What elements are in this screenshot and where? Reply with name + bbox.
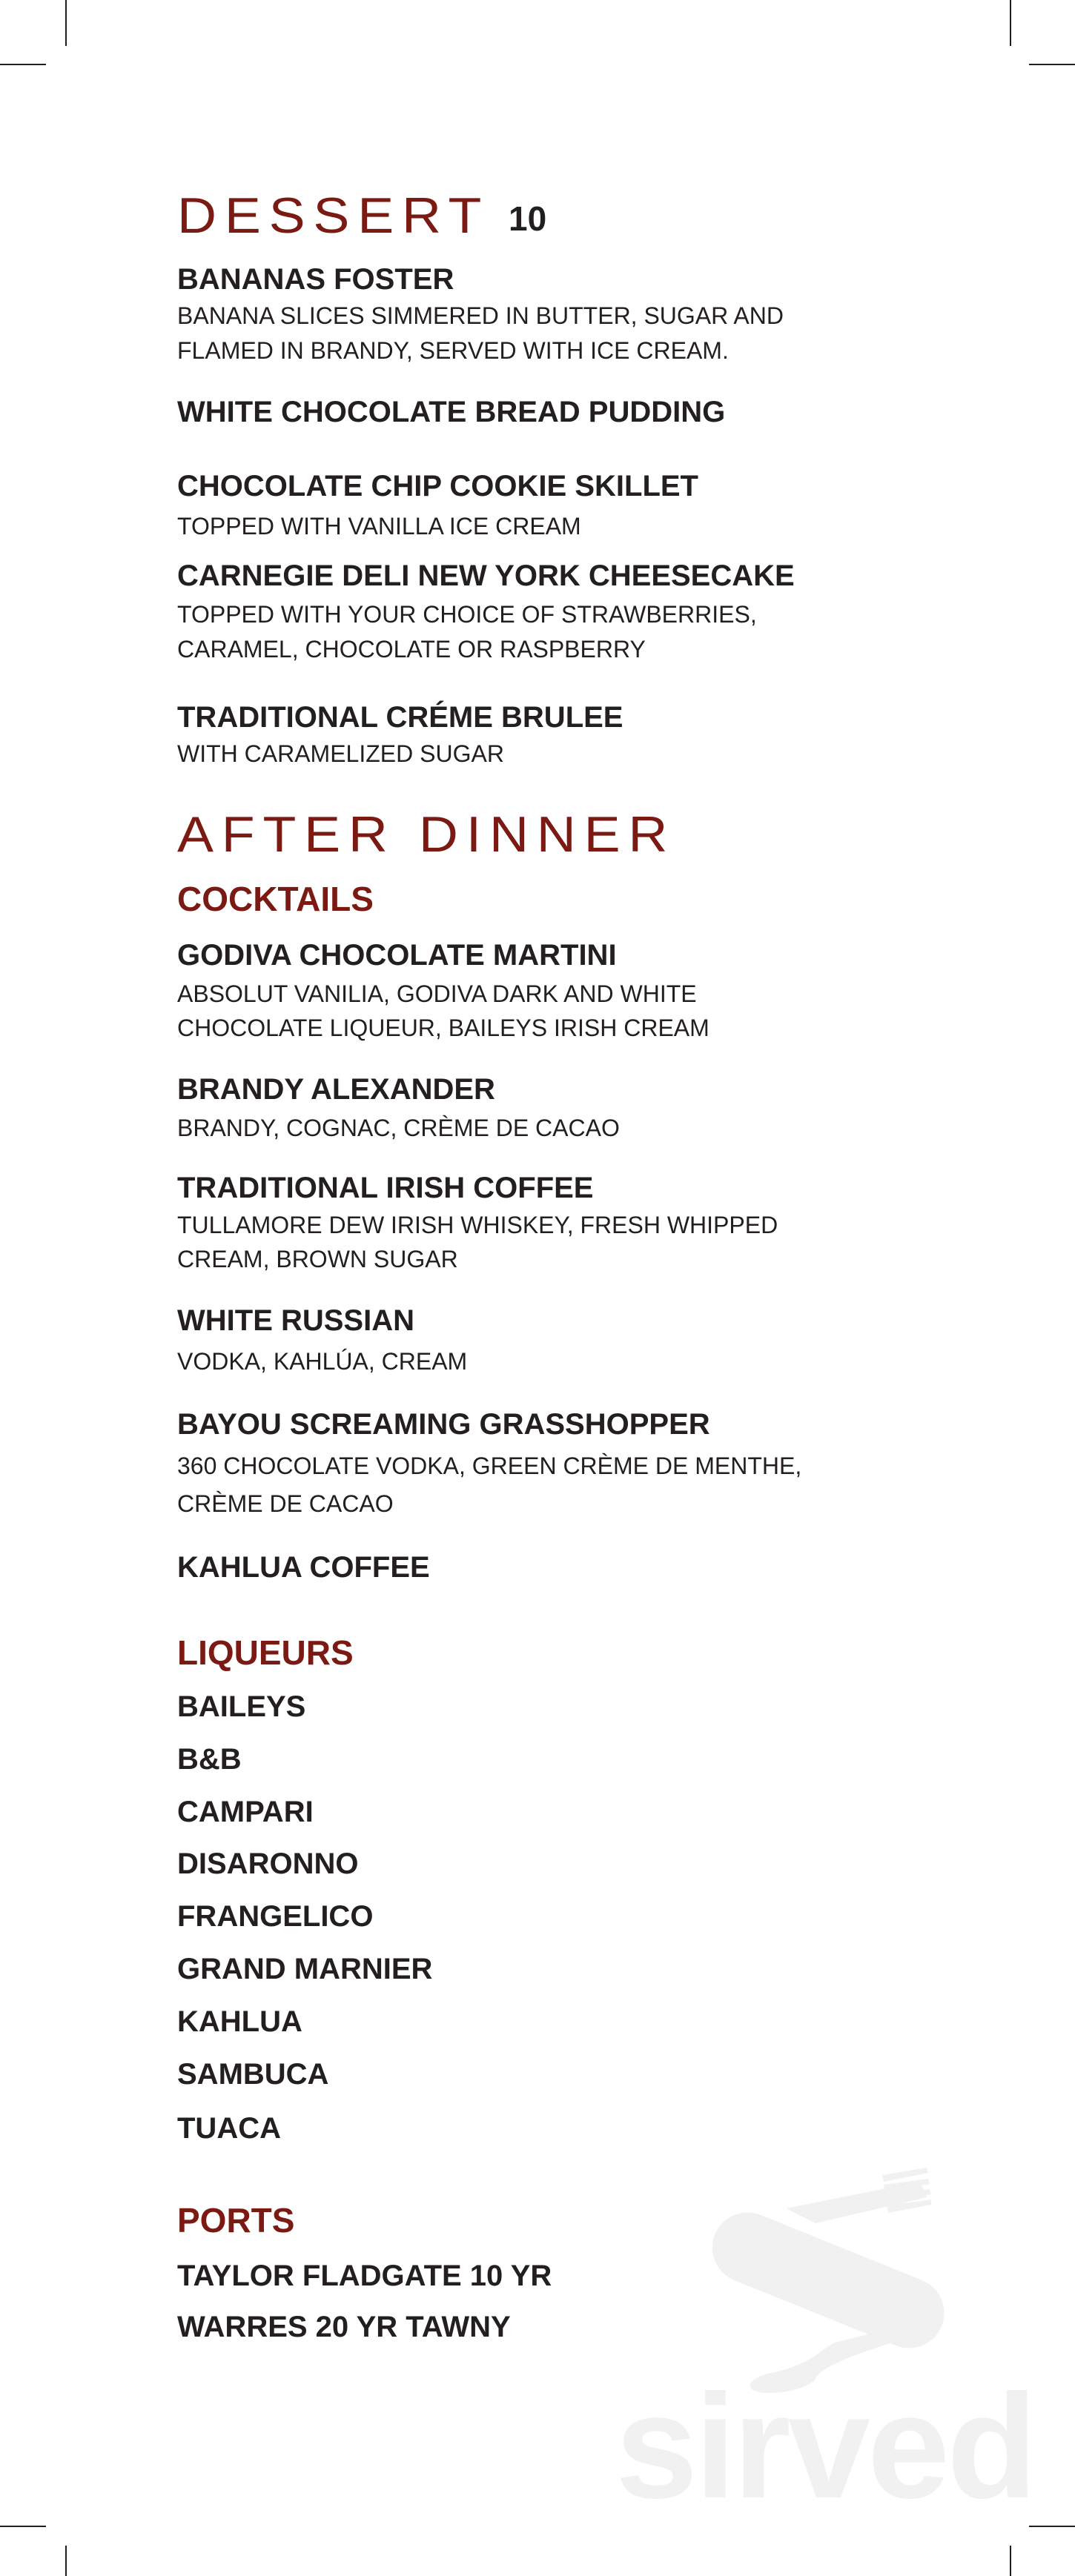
menu-item-desc: BANANA SLICES SIMMERED IN BUTTER, SUGAR AND <box>177 302 784 329</box>
menu-item-name: TRADITIONAL CRÉME BRULEE <box>177 701 624 734</box>
after-dinner-title: AFTER DINNER <box>177 806 676 863</box>
crop-mark <box>1029 64 1075 65</box>
liqueur-item: GRAND MARNIER <box>177 1953 433 1985</box>
crop-mark <box>0 64 46 65</box>
menu-item-desc: VODKA, KAHLÚA, CREAM <box>177 1348 468 1375</box>
liqueur-item: FRANGELICO <box>177 1900 374 1933</box>
menu-item-name: GODIVA CHOCOLATE MARTINI <box>177 939 617 972</box>
menu-item-desc: WITH CARAMELIZED SUGAR <box>177 740 504 767</box>
menu-item-desc: CRÈME DE CACAO <box>177 1490 394 1517</box>
crop-mark <box>1029 2526 1075 2527</box>
crop-mark <box>1010 2546 1011 2576</box>
menu-item-name: BANANAS FOSTER <box>177 263 454 296</box>
crop-mark <box>65 2546 67 2576</box>
liqueur-item: CAMPARI <box>177 1796 314 1828</box>
menu-item-desc: BRANDY, COGNAC, CRÈME DE CACAO <box>177 1115 620 1141</box>
menu-item-name: TRADITIONAL IRISH COFFEE <box>177 1172 594 1204</box>
port-item: TAYLOR FLADGATE 10 YR <box>177 2260 552 2292</box>
menu-item-name: BAYOU SCREAMING GRASSHOPPER <box>177 1408 710 1441</box>
dessert-title: DESSERT <box>177 187 490 244</box>
dessert-price: 10 <box>509 199 547 238</box>
menu-item-desc: 360 CHOCOLATE VODKA, GREEN CRÈME DE MENTHE, <box>177 1453 802 1479</box>
sirved-watermark <box>608 2134 1053 2520</box>
liqueurs-heading: LIQUEURS <box>177 1633 354 1672</box>
liqueur-item: B&B <box>177 1743 242 1776</box>
liqueur-item: DISARONNO <box>177 1848 359 1880</box>
liqueur-item: KAHLUA <box>177 2005 302 2038</box>
crop-mark <box>65 0 67 46</box>
menu-item-desc: CREAM, BROWN SUGAR <box>177 1246 458 1272</box>
liqueur-item: TUACA <box>177 2112 281 2145</box>
ports-heading: PORTS <box>177 2201 295 2240</box>
fork-knife-spoon-icon <box>701 2168 955 2393</box>
watermark-text: sirved <box>615 2364 1035 2520</box>
menu-item-name: CHOCOLATE CHIP COOKIE SKILLET <box>177 470 698 502</box>
menu-item-desc: TOPPED WITH VANILLA ICE CREAM <box>177 513 581 540</box>
menu-item-desc: TULLAMORE DEW IRISH WHISKEY, FRESH WHIPPED <box>177 1212 778 1238</box>
menu-item-desc: TOPPED WITH YOUR CHOICE OF STRAWBERRIES, <box>177 601 757 628</box>
crop-mark <box>1010 0 1011 46</box>
menu-item-desc: CARAMEL, CHOCOLATE OR RASPBERRY <box>177 636 646 663</box>
menu-item-name: WHITE RUSSIAN <box>177 1304 414 1337</box>
cocktails-heading: COCKTAILS <box>177 880 374 918</box>
crop-mark <box>0 2526 46 2527</box>
menu-item-name: KAHLUA COFFEE <box>177 1551 430 1584</box>
liqueur-item: BAILEYS <box>177 1690 306 1723</box>
menu-item-desc: CHOCOLATE LIQUEUR, BAILEYS IRISH CREAM <box>177 1015 710 1041</box>
port-item: WARRES 20 YR TAWNY <box>177 2311 511 2343</box>
menu-item-desc: FLAMED IN BRANDY, SERVED WITH ICE CREAM. <box>177 337 729 364</box>
menu-item-name: BRANDY ALEXANDER <box>177 1073 495 1106</box>
menu-item-name: WHITE CHOCOLATE BREAD PUDDING <box>177 396 726 428</box>
liqueur-item: SAMBUCA <box>177 2058 329 2091</box>
menu-item-desc: ABSOLUT VANILIA, GODIVA DARK AND WHITE <box>177 980 697 1007</box>
menu-item-name: CARNEGIE DELI NEW YORK CHEESECAKE <box>177 560 795 592</box>
